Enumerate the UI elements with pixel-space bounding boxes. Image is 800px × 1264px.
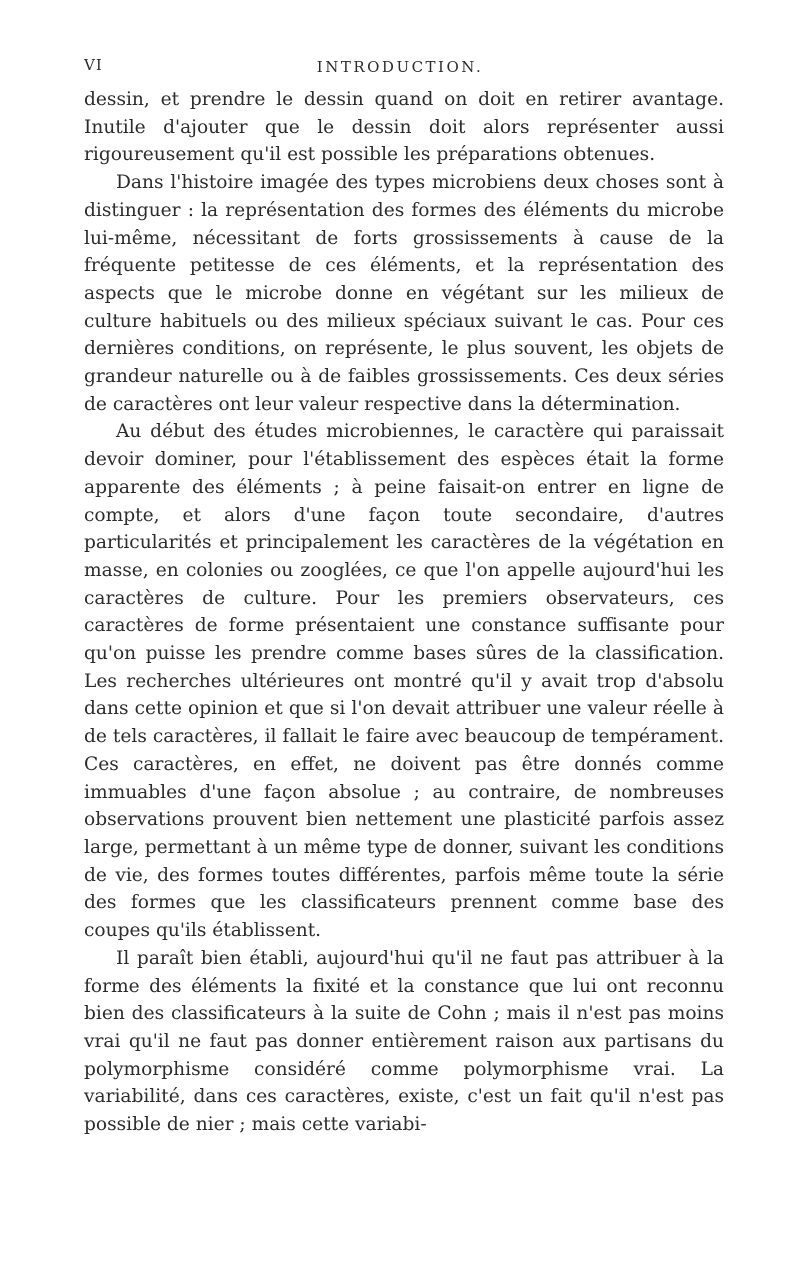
paragraph: Il paraît bien établi, aujourd'hui qu'il ne faut pas attribuer à la forme des éléments la fixité et la constance que lui ont reconnu bien des classificateurs à la suite de Cohn ; mais il n'est pas moins vrai qu'il ne faut pas donner entièrement raison aux partisans du polymorphisme considéré comme polymorphisme vrai. La variabilité, dans ces caractères, existe, c'est un fait qu'il n'est pas possible de nier ; mais cette variabi-	[84, 947, 724, 1136]
chapter-title: INTRODUCTION.	[316, 58, 484, 76]
paragraph: Dans l'histoire imagée des types microbiens deux choses sont à distinguer : la représentation des formes des éléments du microbe lui-même, nécessitant de forts grossissements à cause de la fréquente petitesse de ces éléments, et la représentation des aspects que le microbe donne en végétant sur les milieux de culture habituels ou des milieux spéciaux suivant le cas. Pour ces dernières conditions, on représente, le plus souvent, les objets de grandeur naturelle ou à de faibles grossissements. Ces deux séries de caractères ont leur valeur respective dans la détermination.	[84, 172, 724, 415]
paragraph-continued: dessin, et prendre le dessin quand on doit en retirer avantage. Inutile d'ajouter que le dessin doit alors représenter aussi rigoureusement qu'il est possible les préparations obtenues.	[84, 89, 724, 166]
running-head	[0, 56, 800, 80]
page-number: VI	[84, 56, 103, 74]
body-text	[84, 86, 724, 1139]
paragraph: Au début des études microbiennes, le caractère qui paraissait devoir dominer, pour l'établissement des espèces était la forme apparente des éléments ; à peine faisait-on entrer en ligne de compte, et alors d'une façon toute secondaire, d'autres particularités et principalement les caractères de la végétation en masse, en colonies ou zooglées, ce que l'on appelle aujourd'hui les caractères de culture. Pour les premiers observateurs, ces caractères de forme présentaient une constance suffisante pour qu'on puisse les prendre comme bases sûres de la classification. Les recherches ultérieures ont montré qu'il y avait trop d'absolu dans cette opinion et que si l'on devait attribuer une valeur réelle à de tels caractères, il fallait le faire avec beaucoup de tempérament. Ces caractères, en effet, ne doivent pas être donnés comme immuables d'une façon absolue ; au contraire, de nombreuses observations prouvent bien nettement une plasticité parfois assez large, permettant à un même type de donner, suivant les conditions de vie, des formes toutes différentes, parfois même toute la série des formes que les classificateurs prennent comme base des coupes qu'ils établissent.	[84, 421, 724, 942]
